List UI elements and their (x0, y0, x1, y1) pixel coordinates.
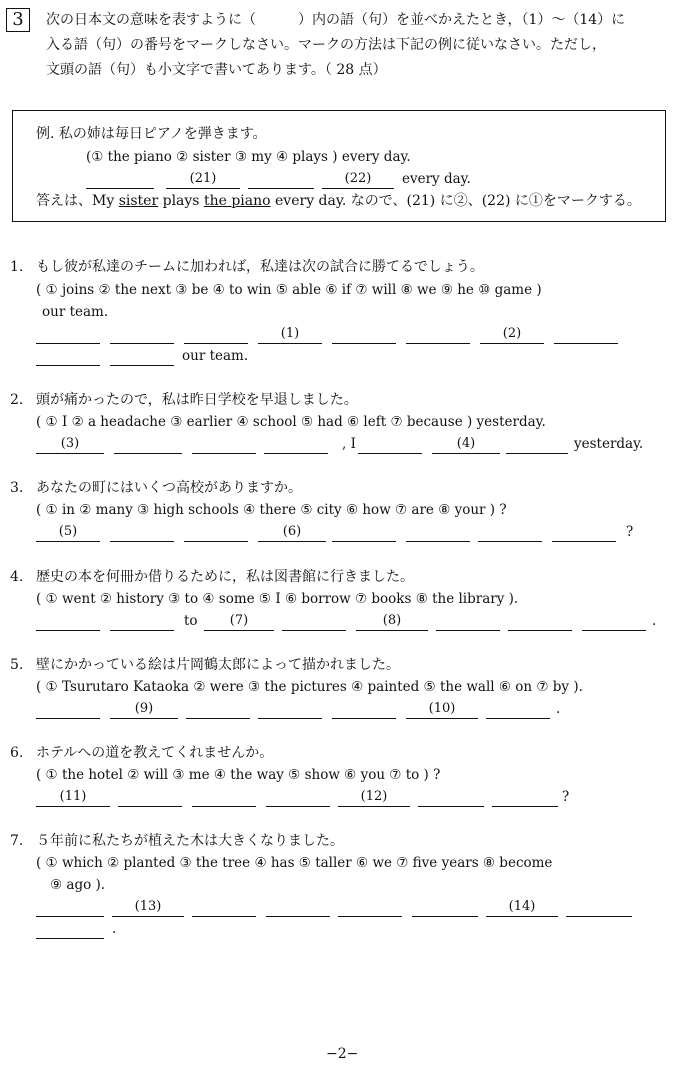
q4-blank[interactable] (436, 612, 500, 631)
q3-blank[interactable] (110, 523, 174, 542)
q7-blank[interactable] (266, 898, 330, 917)
q5-blank[interactable] (36, 700, 100, 719)
q6-blank[interactable] (492, 788, 558, 807)
q1-blank-2[interactable]: (2) (480, 325, 544, 344)
q1-choices-cont: our team. (42, 304, 109, 320)
q7-choices-cont: ⑨ ago ). (50, 877, 106, 893)
q7-japanese: ５年前に私たちが植えた木は大きくなりました。 (36, 833, 344, 849)
q4-blank-8[interactable]: (8) (356, 612, 428, 631)
q6-number: 6. (10, 745, 24, 761)
q3-blank[interactable] (332, 523, 396, 542)
q5-blank[interactable] (486, 700, 550, 719)
answer-suffix: every day. なので、(21) に②、(22) に①をマークする。 (275, 193, 641, 209)
q3-blank-5[interactable]: (5) (36, 523, 100, 542)
q1-blank[interactable] (110, 325, 174, 344)
instruction-line-3: 文頭の語（句）も小文字で書いてあります。（ 28 点） (46, 62, 387, 78)
q3-tail: ? (626, 524, 634, 540)
q2-comma-i: , I (342, 436, 356, 452)
q4-japanese: 歴史の本を何冊か借りるために，私は図書館に行きました。 (36, 569, 414, 585)
q4-blank[interactable] (282, 612, 346, 631)
q7-blank-14[interactable]: (14) (486, 898, 558, 917)
q7-blank[interactable] (36, 920, 104, 939)
q2-blank-4[interactable]: (4) (432, 435, 500, 454)
q3-japanese: あなたの町にはいくつ高校がありますか。 (36, 480, 302, 496)
q6-choices: ( ① the hotel ② will ③ me ④ the way ⑤ show ⑥ you ⑦ to ) ? (36, 767, 441, 783)
instruction-line-2: 入る語（句）の番号をマークしなさい。マークの方法は下記の例に従いなさい。ただし， (46, 37, 606, 53)
q1-blank[interactable] (332, 325, 396, 344)
q4-tail: . (652, 613, 657, 629)
q5-choices: ( ① Tsurutaro Kataoka ② were ③ the pictures ④ painted ⑤ the wall ⑥ on ⑦ by ). (36, 679, 583, 695)
q3-blank[interactable] (552, 523, 616, 542)
example-tail: every day. (402, 171, 471, 187)
q3-choices: ( ① in ② many ③ high schools ④ there ⑤ city ⑥ how ⑦ are ⑧ your ) ? (36, 502, 507, 518)
q6-tail: ? (562, 789, 570, 805)
q4-blank[interactable] (110, 612, 174, 631)
q4-choices: ( ① went ② history ③ to ④ some ⑤ I ⑥ borrow ⑦ books ⑧ the library ). (36, 591, 519, 607)
q7-blank[interactable] (338, 898, 402, 917)
q6-blank[interactable] (266, 788, 330, 807)
q1-blank[interactable] (554, 325, 618, 344)
q2-blank[interactable] (114, 435, 182, 454)
q7-blank[interactable] (412, 898, 478, 917)
q7-blank[interactable] (566, 898, 632, 917)
q2-number: 2. (10, 392, 24, 408)
example-choices: (① the piano ② sister ③ my ④ plays ) every day. (86, 149, 411, 165)
q7-blank[interactable] (192, 898, 256, 917)
section-number: 3 (6, 8, 30, 32)
q2-blank[interactable] (264, 435, 328, 454)
q6-blank[interactable] (192, 788, 256, 807)
q5-blank-9[interactable]: (9) (110, 700, 178, 719)
q6-blank[interactable] (118, 788, 182, 807)
q7-tail: . (112, 921, 117, 937)
q1-blank[interactable] (110, 347, 174, 366)
q4-blank[interactable] (582, 612, 646, 631)
q2-choices: ( ① I ② a headache ③ earlier ④ school ⑤ had ⑥ left ⑦ because ) yesterday. (36, 414, 546, 430)
q4-to: to (184, 613, 198, 629)
q2-blank[interactable] (358, 435, 422, 454)
q1-choices: ( ① joins ② the next ③ be ④ to win ⑤ able ⑥ if ⑦ will ⑧ we ⑨ he ⑩ game ) (36, 282, 542, 298)
page-number: −2− (326, 1046, 359, 1062)
q1-number: 1. (10, 259, 24, 275)
q5-japanese: 壁にかかっている絵は片岡鶴太郎によって描かれました。 (36, 657, 400, 673)
q1-blank[interactable] (406, 325, 470, 344)
q7-blank-13[interactable]: (13) (112, 898, 184, 917)
q4-blank[interactable] (36, 612, 100, 631)
q5-blank[interactable] (332, 700, 396, 719)
example-answer (36, 191, 641, 211)
q3-blank-6[interactable]: (6) (258, 523, 326, 542)
q3-blank[interactable] (184, 523, 248, 542)
q4-number: 4. (10, 569, 24, 585)
answer-mid: plays (162, 193, 200, 209)
q1-blank[interactable] (184, 325, 248, 344)
q2-blank-3[interactable]: (3) (36, 435, 104, 454)
example-blank-22: (22) (322, 170, 394, 189)
q1-tail: our team. (182, 348, 249, 364)
example-blank (86, 170, 154, 189)
q3-blank[interactable] (406, 523, 470, 542)
answer-piano: the piano (203, 193, 271, 209)
q5-blank[interactable] (258, 700, 322, 719)
q7-choices: ( ① which ② planted ③ the tree ④ has ⑤ taller ⑥ we ⑦ five years ⑧ become (36, 855, 553, 871)
q1-blank[interactable] (36, 347, 100, 366)
q5-tail: . (556, 701, 561, 717)
q1-blank-1[interactable]: (1) (258, 325, 322, 344)
q7-blank[interactable] (36, 898, 104, 917)
example-blank (248, 170, 314, 189)
q6-blank-12[interactable]: (12) (338, 788, 410, 807)
answer-sister: sister (118, 193, 159, 209)
example-label: 例. 私の姉は毎日ピアノを弾きます。 (36, 126, 267, 142)
answer-prefix: 答えは、My (36, 193, 115, 209)
q2-blank[interactable] (192, 435, 256, 454)
q6-japanese: ホテルへの道を教えてくれませんか。 (36, 745, 274, 761)
q4-blank[interactable] (508, 612, 572, 631)
example-blank-21: (21) (166, 170, 240, 189)
q6-blank-11[interactable]: (11) (36, 788, 110, 807)
q7-number: 7. (10, 833, 24, 849)
q1-japanese: もし彼が私達のチームに加われば，私達は次の試合に勝てるでしょう。 (36, 259, 484, 275)
q5-blank[interactable] (186, 700, 250, 719)
q3-blank[interactable] (478, 523, 542, 542)
q4-blank-7[interactable]: (7) (204, 612, 274, 631)
q6-blank[interactable] (418, 788, 484, 807)
q3-number: 3. (10, 480, 24, 496)
q1-blank[interactable] (36, 325, 100, 344)
q2-tail: yesterday. (574, 436, 644, 452)
q2-blank[interactable] (506, 435, 568, 454)
q5-blank-10[interactable]: (10) (406, 700, 478, 719)
instruction-line-1: 次の日本文の意味を表すように（ ）内の語（句）を並べかえたとき，（1）～（14）に (46, 12, 626, 28)
q5-number: 5. (10, 657, 24, 673)
q2-japanese: 頭が痛かったので，私は昨日学校を早退しました。 (36, 392, 358, 408)
